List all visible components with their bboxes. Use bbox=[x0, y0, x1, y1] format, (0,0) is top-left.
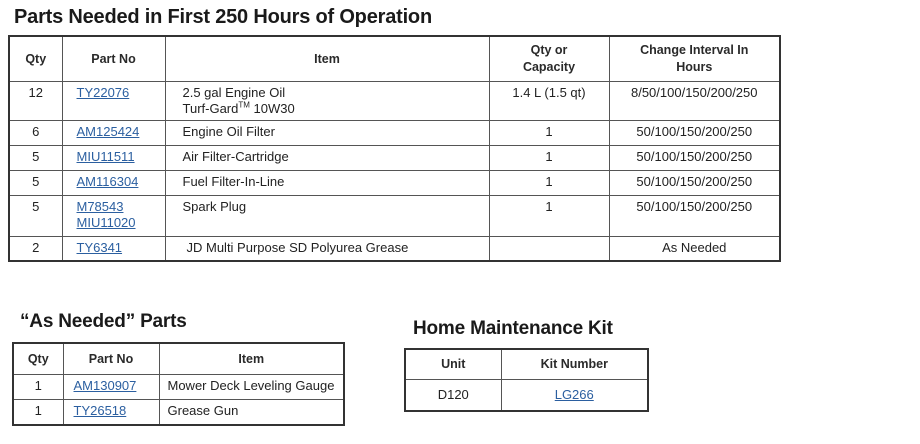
item-cell: Spark Plug bbox=[165, 196, 489, 237]
interval-cell: 50/100/150/200/250 bbox=[609, 196, 780, 237]
qty-cell: 5 bbox=[9, 196, 62, 237]
header-unit: Unit bbox=[405, 349, 501, 380]
interval-cell: 50/100/150/200/250 bbox=[609, 171, 780, 196]
header-item: Item bbox=[159, 343, 344, 375]
header-part-no: Part No bbox=[62, 36, 165, 82]
header-part-no: Part No bbox=[63, 343, 159, 375]
capacity-cell: 1 bbox=[489, 196, 609, 237]
table-row bbox=[9, 171, 780, 196]
table-row bbox=[9, 146, 780, 171]
table-row bbox=[13, 400, 344, 426]
interval-cell: 50/100/150/200/250 bbox=[609, 121, 780, 146]
part-link[interactable]: TY6341 bbox=[76, 240, 123, 255]
kit-number-cell bbox=[501, 380, 648, 412]
part-no-cell bbox=[62, 171, 165, 196]
table-row bbox=[9, 82, 780, 121]
capacity-cell: 1 bbox=[489, 146, 609, 171]
table-header-row bbox=[405, 349, 648, 380]
part-no-cell bbox=[62, 82, 165, 121]
item-cell: Grease Gun bbox=[159, 400, 344, 426]
kit-link[interactable]: LG266 bbox=[554, 387, 594, 402]
kit-title: Home Maintenance Kit bbox=[413, 318, 613, 339]
table-row bbox=[405, 380, 648, 412]
header-qty: Qty bbox=[13, 343, 63, 375]
table-header-row bbox=[13, 343, 344, 375]
part-link[interactable]: MIU11511 bbox=[76, 149, 135, 164]
capacity-cell bbox=[489, 237, 609, 262]
part-link[interactable]: AM116304 bbox=[76, 174, 139, 189]
unit-cell: D120 bbox=[405, 380, 501, 412]
item-cell: Mower Deck Leveling Gauge bbox=[159, 375, 344, 400]
part-link[interactable]: AM125424 bbox=[76, 124, 140, 139]
part-link[interactable]: TY22076 bbox=[76, 85, 130, 100]
interval-cell: As Needed bbox=[609, 237, 780, 262]
table-row bbox=[13, 375, 344, 400]
table-row bbox=[9, 237, 780, 262]
item-cell: Engine Oil Filter bbox=[165, 121, 489, 146]
item-cell: Fuel Filter-In-Line bbox=[165, 171, 489, 196]
part-link[interactable]: MIU11020 bbox=[76, 215, 136, 230]
interval-cell: 8/50/100/150/200/250 bbox=[609, 82, 780, 121]
qty-cell: 5 bbox=[9, 146, 62, 171]
part-no-cell bbox=[63, 400, 159, 426]
table-header-row bbox=[9, 36, 780, 82]
item-cell: 2.5 gal Engine Oil Turf-Gard™ 10W30 bbox=[165, 82, 489, 121]
capacity-cell: 1 bbox=[489, 121, 609, 146]
header-interval: Change Interval In Hours bbox=[609, 36, 780, 82]
part-link[interactable]: TY26518 bbox=[73, 403, 127, 418]
capacity-cell: 1.4 L (1.5 qt) bbox=[489, 82, 609, 121]
parts-250-hours-table bbox=[8, 35, 781, 262]
main-title: Parts Needed in First 250 Hours of Operation bbox=[14, 6, 432, 28]
as-needed-title: “As Needed” Parts bbox=[20, 311, 187, 332]
table-row bbox=[9, 196, 780, 237]
interval-cell: 50/100/150/200/250 bbox=[609, 146, 780, 171]
qty-cell: 1 bbox=[13, 400, 63, 426]
header-capacity: Qty or Capacity bbox=[489, 36, 609, 82]
qty-cell: 5 bbox=[9, 171, 62, 196]
part-link[interactable]: AM130907 bbox=[73, 378, 137, 393]
table-row bbox=[9, 121, 780, 146]
capacity-cell: 1 bbox=[489, 171, 609, 196]
part-link[interactable]: M78543 bbox=[76, 199, 124, 214]
part-no-cell bbox=[62, 121, 165, 146]
part-no-cell bbox=[62, 237, 165, 262]
header-kit-number: Kit Number bbox=[501, 349, 648, 380]
part-no-cell bbox=[63, 375, 159, 400]
as-needed-parts-table bbox=[12, 342, 345, 426]
item-cell: JD Multi Purpose SD Polyurea Grease bbox=[165, 237, 489, 262]
part-no-cell bbox=[62, 196, 165, 237]
header-qty: Qty bbox=[9, 36, 62, 82]
header-item: Item bbox=[165, 36, 489, 82]
qty-cell: 12 bbox=[9, 82, 62, 121]
qty-cell: 2 bbox=[9, 237, 62, 262]
item-cell: Air Filter-Cartridge bbox=[165, 146, 489, 171]
part-no-cell bbox=[62, 146, 165, 171]
qty-cell: 6 bbox=[9, 121, 62, 146]
maintenance-kit-table bbox=[404, 348, 649, 412]
qty-cell: 1 bbox=[13, 375, 63, 400]
